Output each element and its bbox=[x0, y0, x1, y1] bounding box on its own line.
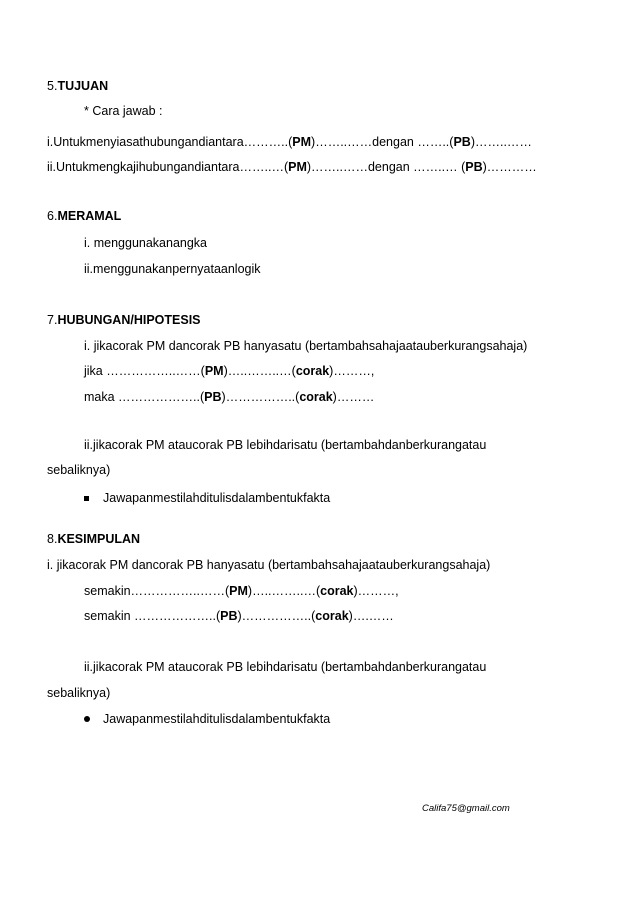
section-8-semakin-line-2: semakin ………………..(PB)……………..(corak)….…… bbox=[84, 609, 394, 623]
square-bullet-icon bbox=[84, 496, 89, 501]
section-8-item-2: ii.jikacorak PM ataucorak PB lebihdarisatu (bertambahdanberkurangatau bbox=[84, 660, 487, 674]
section-7-item-1: i. jikacorak PM dancorak PB hanyasatu (bertambahsahajaatauberkurangsahaja) bbox=[84, 339, 528, 353]
footer-email: Califa75@gmail.com bbox=[422, 803, 510, 814]
section-7-item-2: ii.jikacorak PM ataucorak PB lebihdarisatu (bertambahdanberkurangatau bbox=[84, 438, 487, 452]
section-7-jika-line: jika ……………..……(PM)…..……..…(corak)………, bbox=[84, 364, 375, 378]
section-8-semakin-line-1: semakin……………..……(PM)…..……..…(corak)………, bbox=[84, 584, 399, 598]
section-5-line-1: i.Untukmenyiasathubungandiantara………..(PM)……..……dengan ……..(PB)……..…… bbox=[47, 135, 532, 149]
section-8-item-1: i. jikacorak PM dancorak PB hanyasatu (bertambahsahajaatauberkurangsahaja) bbox=[47, 558, 491, 572]
section-6-item-2: ii.menggunakanpernyataanlogik bbox=[84, 262, 261, 276]
section-7-bullet: Jawapanmestilahditulisdalambentukfakta bbox=[84, 490, 330, 506]
section-5-line-2: ii.Untukmengkajihubungandiantara……..…(PM)……..……dengan ……..… (PB)………… bbox=[47, 160, 537, 174]
section-8-heading: 8.KESIMPULAN bbox=[47, 532, 141, 546]
round-bullet-icon bbox=[84, 716, 90, 722]
section-8-bullet: Jawapanmestilahditulisdalambentukfakta bbox=[84, 711, 330, 727]
section-8-item-2-cont: sebaliknya) bbox=[47, 686, 111, 700]
section-7-item-2-cont: sebaliknya) bbox=[47, 463, 111, 477]
section-7-maka-line: maka ………………..(PB)……………..(corak)……… bbox=[84, 390, 375, 404]
section-7-heading: 7.HUBUNGAN/HIPOTESIS bbox=[47, 313, 201, 327]
section-5-subheading: * Cara jawab : bbox=[84, 104, 163, 118]
section-6-item-1: i. menggunakanangka bbox=[84, 236, 208, 250]
section-6-heading: 6.MERAMAL bbox=[47, 209, 122, 223]
section-5-heading: 5.TUJUAN bbox=[47, 79, 109, 93]
